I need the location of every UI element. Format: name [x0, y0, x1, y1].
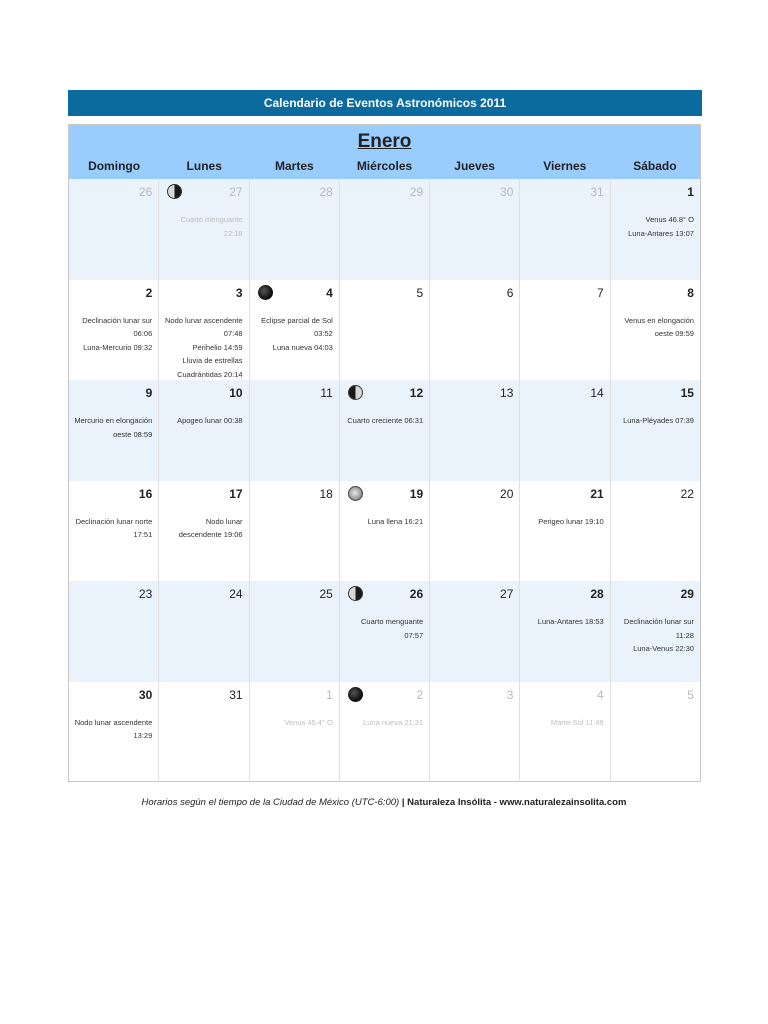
day-number: 26 — [138, 185, 153, 199]
calendar-week-row — [69, 481, 700, 582]
event-list — [73, 414, 152, 441]
calendar-day-cell — [611, 380, 700, 481]
event-text: Venus 45.4° O — [284, 717, 333, 727]
day-number: 4 — [326, 285, 333, 300]
footer-separator: | — [399, 797, 408, 808]
event-text: Luna-Pléyades 07:39 — [623, 416, 694, 425]
day-number: 31 — [229, 687, 243, 702]
event-list — [163, 515, 242, 542]
day-number: 29 — [409, 185, 424, 199]
calendar-day-cell — [159, 179, 249, 280]
calendar-day-cell — [520, 682, 610, 783]
calendar-day-cell — [430, 581, 520, 682]
day-number: 8 — [687, 285, 694, 300]
calendar-week-row — [69, 682, 700, 783]
day-number: 2 — [416, 687, 424, 702]
month-header — [69, 125, 700, 179]
weekday-tuesday: Martes — [275, 159, 314, 173]
day-number: 4 — [597, 687, 604, 702]
weekday-saturday: Sábado — [633, 159, 677, 173]
event-text: Luna-Antares 18:53 — [537, 617, 604, 626]
full-moon-icon — [348, 486, 363, 501]
calendar-title-bar — [68, 90, 702, 116]
month-title: Enero — [357, 131, 412, 152]
event-text: Nodo lunar descendente 19:06 — [178, 516, 243, 539]
calendar-day-cell — [520, 380, 610, 481]
calendar-day-cell — [250, 682, 340, 783]
event-list — [615, 615, 694, 656]
calendar-day-cell — [340, 481, 430, 582]
calendar-day-cell — [250, 380, 340, 481]
month-calendar — [68, 124, 701, 782]
day-number: 26 — [409, 587, 424, 601]
day-number: 1 — [326, 687, 333, 702]
day-number: 14 — [590, 386, 604, 400]
event-text: Venus en elongación oeste 09:59 — [624, 315, 694, 338]
event-list — [344, 414, 423, 428]
day-number: 11 — [320, 386, 333, 400]
calendar-day-cell — [69, 179, 159, 280]
event-list — [254, 716, 333, 730]
event-list — [73, 314, 152, 355]
event-list — [344, 615, 423, 642]
calendar-day-cell — [340, 682, 430, 783]
day-number: 5 — [687, 687, 694, 702]
calendar-day-cell — [611, 179, 700, 280]
calendar-week-row — [69, 380, 700, 481]
day-number: 16 — [138, 486, 153, 501]
event-text: Eclipse parcial de Sol 03:52 — [261, 315, 333, 338]
event-text: Nodo lunar ascendente 07:48 — [165, 315, 243, 338]
calendar-day-cell — [250, 481, 340, 582]
event-text: Luna-Mercurio 09:32 — [83, 342, 153, 352]
event-text: Luna nueva 21:31 — [363, 717, 424, 727]
event-text: Apogeo lunar 00:38 — [177, 416, 243, 425]
calendar-day-cell — [430, 481, 520, 582]
weekday-header-row — [69, 159, 700, 173]
event-text: Luna-Antares 13:07 — [628, 228, 694, 238]
event-text: Declinación lunar sur 06:06 — [82, 315, 153, 338]
footer-credit: Naturaleza Insólita - www.naturalezainsolita.com — [407, 797, 627, 808]
last-quarter-moon-icon — [348, 586, 363, 601]
calendar-day-cell — [611, 481, 700, 582]
event-text: Mercurio en elongación oeste 08:59 — [74, 416, 153, 439]
event-text: Luna nueva 04:03 — [272, 342, 333, 352]
event-text: Declinación lunar norte 17:51 — [75, 516, 153, 539]
calendar-day-cell — [520, 179, 610, 280]
event-list — [524, 615, 603, 629]
calendar-day-cell — [520, 280, 610, 381]
calendar-day-cell — [69, 682, 159, 783]
day-number: 24 — [229, 587, 243, 601]
event-list — [344, 515, 423, 529]
event-list — [163, 213, 242, 240]
day-number: 21 — [590, 486, 604, 501]
calendar-day-cell — [430, 179, 520, 280]
calendar-day-cell — [611, 280, 700, 381]
day-number: 20 — [500, 486, 514, 501]
event-text: Nodo lunar ascendente 13:29 — [74, 717, 153, 740]
calendar-day-cell — [69, 581, 159, 682]
last-quarter-moon-icon — [167, 184, 182, 199]
event-list — [524, 515, 603, 529]
day-number: 10 — [229, 386, 243, 400]
calendar-week-row — [69, 280, 700, 381]
calendar-day-cell — [520, 481, 610, 582]
day-number: 28 — [590, 587, 604, 601]
event-list — [615, 414, 694, 428]
calendar-day-cell — [250, 179, 340, 280]
event-text: Marte-Sol 11:49 — [550, 717, 604, 727]
event-list — [254, 314, 333, 355]
day-number: 27 — [500, 587, 514, 601]
first-quarter-moon-icon — [348, 385, 363, 400]
footer-timezone-note: Horarios según el tiempo de la Ciudad de México (UTC-6:00) — [141, 797, 400, 808]
calendar-week-row — [69, 179, 700, 280]
day-number: 18 — [319, 486, 333, 501]
day-number: 7 — [597, 285, 604, 300]
calendar-day-cell — [69, 380, 159, 481]
event-list — [163, 414, 242, 428]
calendar-grid — [69, 179, 700, 782]
event-list — [73, 515, 152, 542]
day-number: 28 — [319, 185, 333, 199]
calendar-day-cell — [159, 682, 249, 783]
calendar-day-cell — [250, 280, 340, 381]
day-number: 3 — [506, 687, 514, 702]
calendar-day-cell — [430, 380, 520, 481]
day-number: 13 — [500, 386, 514, 400]
day-number: 3 — [235, 285, 243, 300]
event-text: Perigeo lunar 19:10 — [538, 516, 604, 526]
weekday-thursday: Jueves — [454, 159, 495, 173]
event-text: Perihelio 14:59 — [192, 342, 243, 352]
event-text: Declinación lunar sur 11:28 — [623, 617, 694, 640]
day-number: 23 — [138, 587, 153, 601]
weekday-sunday: Domingo — [88, 159, 141, 173]
footer — [0, 797, 768, 808]
day-number: 31 — [590, 185, 604, 199]
day-number: 25 — [319, 587, 333, 601]
day-number: 15 — [680, 386, 694, 400]
event-list — [344, 716, 423, 730]
calendar-day-cell — [159, 481, 249, 582]
day-number: 12 — [409, 386, 424, 400]
calendar-day-cell — [159, 380, 249, 481]
calendar-day-cell — [340, 581, 430, 682]
day-number: 19 — [409, 486, 424, 501]
event-text: Venus 46.8° O — [645, 215, 694, 224]
event-text: Luna-Venus 22:30 — [633, 644, 694, 653]
day-number: 6 — [506, 285, 514, 300]
calendar-week-row — [69, 581, 700, 682]
calendar-day-cell — [430, 682, 520, 783]
calendar-day-cell — [159, 581, 249, 682]
weekday-monday: Lunes — [186, 159, 222, 173]
calendar-day-cell — [340, 280, 430, 381]
calendar-day-cell — [520, 581, 610, 682]
calendar-day-cell — [250, 581, 340, 682]
event-text: Cuarto creciente 06:31 — [347, 416, 424, 425]
day-number: 30 — [500, 185, 514, 199]
event-text: Cuarto menguante 07:57 — [361, 617, 424, 640]
day-number: 9 — [145, 386, 153, 400]
calendar-day-cell — [611, 581, 700, 682]
day-number: 27 — [229, 185, 243, 199]
event-list — [524, 716, 603, 730]
weekday-wednesday: Miércoles — [356, 159, 413, 173]
event-list — [163, 314, 242, 381]
day-number: 1 — [687, 185, 694, 199]
event-list — [615, 314, 694, 341]
weekday-friday: Viernes — [543, 159, 587, 173]
day-number: 5 — [416, 285, 424, 300]
calendar-day-cell — [340, 179, 430, 280]
day-number: 17 — [229, 486, 243, 501]
event-text: Cuarto menguante 22:18 — [180, 215, 243, 238]
calendar-day-cell — [611, 682, 700, 783]
calendar-day-cell — [159, 280, 249, 381]
calendar-day-cell — [69, 481, 159, 582]
event-list — [615, 213, 694, 240]
calendar-day-cell — [340, 380, 430, 481]
calendar-day-cell — [69, 280, 159, 381]
event-text: Lluvia de estrellas Cuadrántidas 20:14 — [177, 356, 243, 379]
day-number: 29 — [680, 587, 694, 601]
day-number: 22 — [680, 486, 694, 501]
calendar-day-cell — [430, 280, 520, 381]
event-list — [73, 716, 152, 743]
day-number: 30 — [138, 687, 153, 702]
new-moon-icon — [348, 687, 363, 702]
day-number: 2 — [145, 285, 153, 300]
calendar-title: Calendario de Eventos Astronómicos 2011 — [263, 96, 507, 110]
new-moon-icon — [258, 285, 273, 300]
event-text: Luna llena 16:21 — [367, 516, 424, 526]
